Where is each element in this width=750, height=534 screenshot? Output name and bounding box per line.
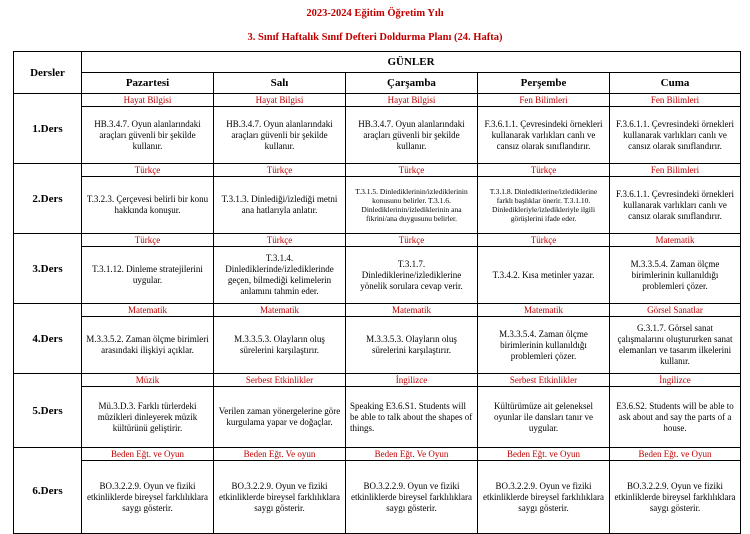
lesson-label: 4.Ders xyxy=(14,304,82,374)
weekly-plan-table xyxy=(13,51,741,534)
subject-cell: Fen Bilimleri xyxy=(610,164,741,177)
subject-cell: Türkçe xyxy=(82,164,214,177)
objective-cell: E3.6.S2. Students will be able to ask about and say the parts of a house. xyxy=(610,387,741,448)
objective-cell: T.3.1.8. Dinlediklerine/izlediklerine farklı başlıklar önerir. T.3.1.10. Dinledikleriyle/izledikleriyle ilgili görüşlerini ifade eder. xyxy=(478,177,610,234)
objective-cell: F.3.6.1.1. Çevresindeki örnekleri kullanarak varlıkları canlı ve cansız olarak sınıflandırır. xyxy=(478,107,610,164)
subject-cell: Fen Bilimleri xyxy=(478,94,610,107)
lesson-label: 5.Ders xyxy=(14,374,82,448)
objective-cell: T.3.1.12. Dinleme stratejilerini uygular. xyxy=(82,247,214,304)
lesson-subject-row xyxy=(14,94,741,107)
subject-cell: Fen Bilimleri xyxy=(610,94,741,107)
objective-cell: M.3.3.5.4. Zaman ölçme birimlerinin kullanıldığı problemleri çözer. xyxy=(610,247,741,304)
page-title: 2023-2024 Eğitim Öğretim Yılı xyxy=(306,8,444,19)
subject-cell: Matematik xyxy=(214,304,346,317)
subject-cell: Müzik xyxy=(82,374,214,387)
subject-cell: İngilizce xyxy=(610,374,741,387)
subject-cell: Türkçe xyxy=(82,234,214,247)
objective-cell: T.3.1.3. Dinlediği/izlediği metni ana hatlarıyla anlatır. xyxy=(214,177,346,234)
objective-cell: T.3.4.2. Kısa metinler yazar. xyxy=(478,247,610,304)
lesson-content-row xyxy=(14,387,741,448)
subject-cell: Matematik xyxy=(82,304,214,317)
subject-cell: Hayat Bilgisi xyxy=(82,94,214,107)
objective-cell: HB.3.4.7. Oyun alanlarındaki araçları güvenli bir şekilde kullanır. xyxy=(346,107,478,164)
objective-cell: G.3.1.7. Görsel sanat çalışmalarını oluştururken sanat elemanları ve tasarım ilkelerini kullanır. xyxy=(610,317,741,374)
lesson-subject-row xyxy=(14,234,741,247)
days-header-row xyxy=(14,73,741,94)
objective-cell: Kültürümüze ait geleneksel oyunlar ile dansları tanır ve uygular. xyxy=(478,387,610,448)
objective-cell: BO.3.2.2.9. Oyun ve fiziki etkinliklerde bireysel farklılıklara saygı gösterir. xyxy=(478,461,610,534)
objective-cell: HB.3.4.7. Oyun alanlarındaki araçları güvenli bir şekilde kullanır. xyxy=(82,107,214,164)
objective-cell: Verilen zaman yönergelerine göre kurgulama yapar ve doğaçlar. xyxy=(214,387,346,448)
dersler-header: Dersler xyxy=(14,52,82,94)
subject-cell: Türkçe xyxy=(214,164,346,177)
objective-cell: BO.3.2.2.9. Oyun ve fiziki etkinliklerde bireysel farklılıklara saygı gösterir. xyxy=(214,461,346,534)
day-header: Pazartesi xyxy=(82,73,214,94)
subject-cell: Türkçe xyxy=(478,234,610,247)
subject-cell: Beden Eğt. Ve Oyun xyxy=(346,448,478,461)
lesson-content-row xyxy=(14,317,741,374)
lesson-label: 6.Ders xyxy=(14,448,82,534)
objective-cell: F.3.6.1.1. Çevresindeki örnekleri kullanarak varlıkları canlı ve cansız olarak sınıflandırır. xyxy=(610,177,741,234)
objective-cell: M.3.3.5.3. Olayların oluş sürelerini karşılaştırır. xyxy=(214,317,346,374)
subject-cell: Türkçe xyxy=(214,234,346,247)
subject-cell: Hayat Bilgisi xyxy=(214,94,346,107)
day-header: Perşembe xyxy=(478,73,610,94)
subject-cell: İngilizce xyxy=(346,374,478,387)
subject-cell: Beden Eğt. Ve oyun xyxy=(214,448,346,461)
gunler-header: GÜNLER xyxy=(82,52,741,73)
subject-cell: Matematik xyxy=(478,304,610,317)
subject-cell: Türkçe xyxy=(346,164,478,177)
lesson-label: 1.Ders xyxy=(14,94,82,164)
lesson-label: 3.Ders xyxy=(14,234,82,304)
objective-cell: F.3.6.1.1. Çevresindeki örnekleri kullanarak varlıkları canlı ve cansız olarak sınıflandırır. xyxy=(610,107,741,164)
day-header: Çarşamba xyxy=(346,73,478,94)
lesson-subject-row xyxy=(14,304,741,317)
objective-cell: Mü.3.D.3. Farklı türlerdeki müzikleri dinleyerek müzik kültürünü geliştirir. xyxy=(82,387,214,448)
objective-cell: M.3.3.5.2. Zaman ölçme birimleri arasındaki ilişkiyi açıklar. xyxy=(82,317,214,374)
subject-cell: Beden Eğt. ve Oyun xyxy=(478,448,610,461)
subject-cell: Serbest Etkinlikler xyxy=(214,374,346,387)
objective-cell: BO.3.2.2.9. Oyun ve fiziki etkinliklerde bireysel farklılıklara saygı gösterir. xyxy=(82,461,214,534)
objective-cell: T.3.1.7. Dinlediklerine/izlediklerine yönelik sorulara cevap verir. xyxy=(346,247,478,304)
day-header: Salı xyxy=(214,73,346,94)
lesson-label: 2.Ders xyxy=(14,164,82,234)
subject-cell: Beden Eğt. ve Oyun xyxy=(610,448,741,461)
objective-cell: HB.3.4.7. Oyun alanlarındaki araçları güvenli bir şekilde kullanır. xyxy=(214,107,346,164)
subject-cell: Türkçe xyxy=(478,164,610,177)
lesson-content-row xyxy=(14,107,741,164)
lesson-content-row xyxy=(14,247,741,304)
lesson-content-row xyxy=(14,461,741,534)
subject-cell: Serbest Etkinlikler xyxy=(478,374,610,387)
lesson-subject-row xyxy=(14,374,741,387)
objective-cell: BO.3.2.2.9. Oyun ve fiziki etkinliklerde bireysel farklılıklara saygı gösterir. xyxy=(346,461,478,534)
lesson-subject-row xyxy=(14,164,741,177)
objective-cell: M.3.3.5.4. Zaman ölçme birimlerinin kullanıldığı problemleri çözer. xyxy=(478,317,610,374)
subject-cell: Matematik xyxy=(346,304,478,317)
lesson-content-row xyxy=(14,177,741,234)
subject-cell: Hayat Bilgisi xyxy=(346,94,478,107)
objective-cell: T.3.1.4. Dinlediklerinde/izlediklerinde geçen, bilmediği kelimelerin anlamını tahmin eder. xyxy=(214,247,346,304)
objective-cell: T.3.1.5. Dinlediklerinin/izlediklerinin konusunu belirler. T.3.1.6. Dinlediklerinin/izlediklerinin ana fikrini/ana duygusunu belirler. xyxy=(346,177,478,234)
subject-cell: Matematik xyxy=(610,234,741,247)
day-header: Cuma xyxy=(610,73,741,94)
page-subtitle: 3. Sınıf Haftalık Sınıf Defteri Doldurma Planı (24. Hafta) xyxy=(247,32,503,43)
lesson-subject-row xyxy=(14,448,741,461)
subject-cell: Türkçe xyxy=(346,234,478,247)
subject-cell: Beden Eğt. ve Oyun xyxy=(82,448,214,461)
subject-cell: Görsel Sanatlar xyxy=(610,304,741,317)
objective-cell: Speaking E3.6.S1. Students will be able to talk about the shapes of things. xyxy=(346,387,478,448)
objective-cell: T.3.2.3. Çerçevesi belirli bir konu hakkında konuşur. xyxy=(82,177,214,234)
objective-cell: M.3.3.5.3. Olayların oluş sürelerini karşılaştırır. xyxy=(346,317,478,374)
objective-cell: BO.3.2.2.9. Oyun ve fiziki etkinliklerde bireysel farklılıklara saygı gösterir. xyxy=(610,461,741,534)
